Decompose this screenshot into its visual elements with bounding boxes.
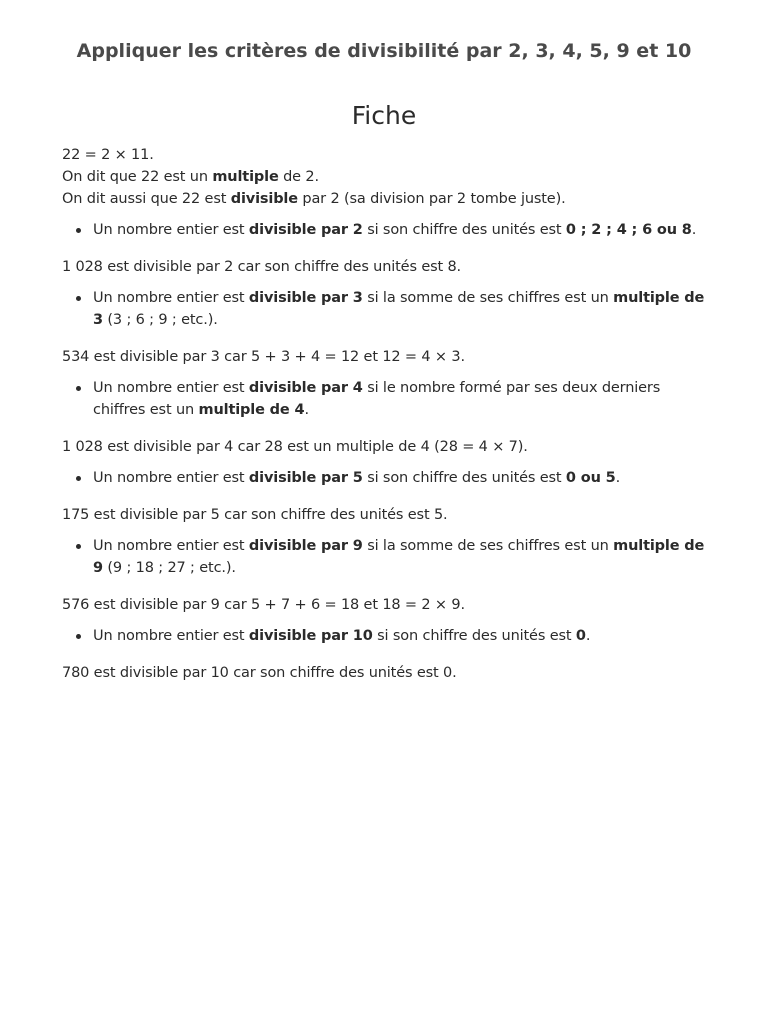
example-div-5: 175 est divisible par 5 car son chiffre des unités est 5.: [62, 507, 448, 523]
rule-list-9: [62, 535, 706, 579]
rule-item-div-4: Un nombre entier est divisible par 4 si le nombre formé par ses deux derniers chiffres est un multiple de 4.: [93, 377, 706, 421]
intro-line-1: 22 = 2 × 11.: [62, 147, 154, 163]
rule-item-div-10: Un nombre entier est divisible par 10 si son chiffre des unités est 0.: [93, 625, 706, 647]
rule-item-div-2: Un nombre entier est divisible par 2 si son chiffre des unités est 0 ; 2 ; 4 ; 6 ou 8.: [93, 219, 706, 241]
keyword-multiple: multiple: [212, 169, 279, 185]
rule-list-5: [62, 467, 706, 489]
section-title: Fiche: [351, 101, 417, 130]
intro-line-3: On dit aussi que 22 est divisible par 2 (sa division par 2 tombe juste).: [62, 191, 566, 207]
rule-item-div-9: Un nombre entier est divisible par 9 si la somme de ses chiffres est un multiple de 9 (9 ; 18 ; 27 ; etc.).: [93, 535, 706, 579]
example-div-9: 576 est divisible par 9 car 5 + 7 + 6 = 18 et 18 = 2 × 9.: [62, 597, 465, 613]
intro-paragraph: [62, 144, 706, 210]
page-title: Appliquer les critères de divisibilité par 2, 3, 4, 5, 9 et 10: [76, 40, 692, 62]
example-div-2: 1 028 est divisible par 2 car son chiffre des unités est 8.: [62, 259, 462, 275]
rule-list-2: [62, 219, 706, 241]
example-div-10: 780 est divisible par 10 car son chiffre des unités est 0.: [62, 665, 457, 681]
rule-list-3: [62, 287, 706, 331]
rule-item-div-3: Un nombre entier est divisible par 3 si la somme de ses chiffres est un multiple de 3 (3 ; 6 ; 9 ; etc.).: [93, 287, 706, 331]
example-div-3: 534 est divisible par 3 car 5 + 3 + 4 = 12 et 12 = 4 × 3.: [62, 349, 465, 365]
rule-item-div-5: Un nombre entier est divisible par 5 si son chiffre des unités est 0 ou 5.: [93, 467, 706, 489]
rule-list-4: [62, 377, 706, 421]
intro-line-2: On dit que 22 est un multiple de 2.: [62, 169, 319, 185]
keyword-divisible: divisible: [230, 191, 298, 207]
rule-list-10: [62, 625, 706, 647]
example-div-4: 1 028 est divisible par 4 car 28 est un multiple de 4 (28 = 4 × 7).: [62, 439, 528, 455]
content-body: [62, 144, 706, 684]
